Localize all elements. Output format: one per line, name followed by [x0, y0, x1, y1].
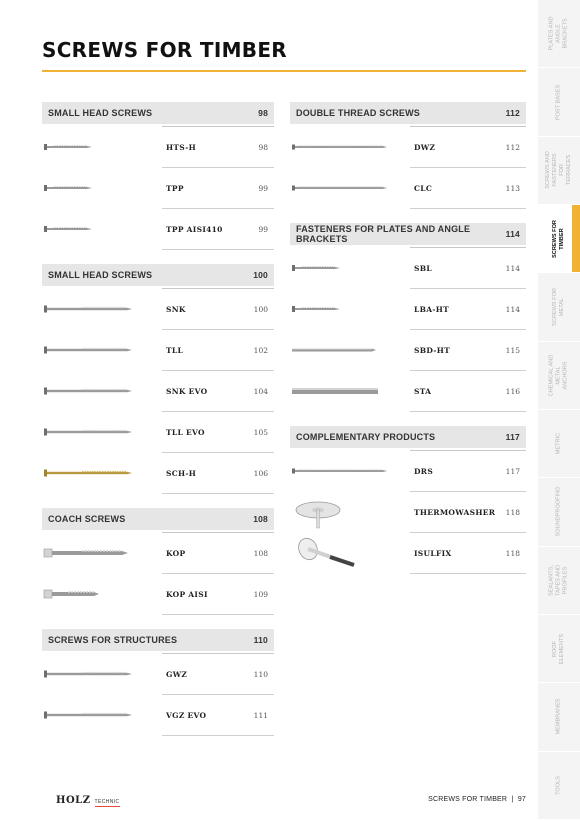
product-row-sta — [290, 371, 526, 412]
product-page: 100 — [253, 304, 268, 314]
screw-long-gold-icon — [42, 453, 152, 493]
screw-xlong-icon — [290, 168, 400, 208]
product-name: DRS — [414, 466, 434, 476]
section-title: COMPLEMENTARY PRODUCTS — [296, 432, 436, 442]
chapter-tab-label: MEMBRANES — [555, 698, 562, 735]
product-row-hts-h — [42, 127, 274, 168]
row-divider — [162, 249, 274, 250]
insulation-anchor-icon — [290, 533, 400, 573]
section-gap — [42, 615, 274, 629]
washer-icon — [290, 492, 400, 532]
chapter-tab-label: SCREWS FOR TIMBER — [552, 219, 565, 258]
row-divider — [410, 411, 526, 412]
product-name: STA — [414, 386, 432, 396]
chapter-sidebar — [538, 0, 580, 820]
coach-screw-icon — [42, 533, 152, 573]
chapter-tab-plates-and-angle-brackets[interactable] — [538, 0, 580, 68]
product-name: THERMOWASHER — [414, 507, 496, 517]
chapter-tab-post-bases[interactable] — [538, 68, 580, 136]
chapter-tab-label: METRIC — [555, 432, 562, 455]
product-name: SBD-HT — [414, 345, 450, 355]
chapter-tab-label: TOOLS — [555, 775, 562, 795]
product-row-snk-evo — [42, 371, 274, 412]
product-name: ISULFIX — [414, 548, 452, 558]
product-row-tpp-aisi410 — [42, 209, 274, 250]
section-title: FASTENERS FOR PLATES AND ANGLE BRACKETS — [296, 224, 471, 244]
product-name: TPP — [166, 183, 184, 193]
product-row-sbl — [290, 248, 526, 289]
product-row-clc — [290, 168, 526, 209]
chapter-tab-sealants-tapes-and-profiles[interactable] — [538, 547, 580, 615]
row-divider — [410, 208, 526, 209]
product-name: GWZ — [166, 669, 188, 679]
screw-short-icon — [290, 289, 400, 329]
product-page: 109 — [253, 589, 268, 599]
section-header-coach-screws — [42, 508, 274, 530]
product-page: 115 — [505, 345, 520, 355]
row-divider — [162, 735, 274, 736]
product-page: 114 — [505, 263, 520, 273]
footer-page-number: 97 — [517, 796, 526, 803]
product-page: 111 — [253, 710, 268, 720]
section-page: 110 — [253, 635, 268, 645]
screw-long-icon — [42, 412, 152, 452]
product-row-snk — [42, 289, 274, 330]
product-row-kop-aisi — [42, 574, 274, 615]
chapter-tab-chemical-and-metal-anchors[interactable] — [538, 342, 580, 410]
screw-short-icon — [42, 127, 152, 167]
product-page: 118 — [505, 507, 520, 517]
section-page: 98 — [258, 108, 268, 118]
product-row-dwz — [290, 127, 526, 168]
product-page: 102 — [253, 345, 268, 355]
footer-logo — [56, 795, 120, 807]
chapter-tab-label: SEALANTS, TAPES AND PROFILES — [548, 564, 569, 596]
screw-long-icon — [42, 654, 152, 694]
product-row-sbd-ht — [290, 330, 526, 371]
chapter-tab-label: POST BASES — [555, 84, 562, 120]
product-name: KOP — [166, 548, 186, 558]
brand-name: HOLZ — [56, 795, 91, 806]
chapter-tab-label: SOUNDPROOFING — [555, 486, 562, 537]
product-page: 112 — [505, 142, 520, 152]
section-page: 112 — [505, 108, 520, 118]
product-page: 108 — [253, 548, 268, 558]
screw-short-icon — [42, 209, 152, 249]
product-name: SCH-H — [166, 468, 197, 478]
page-title: SCREWS FOR TIMBER — [42, 38, 287, 62]
product-page: 105 — [253, 427, 268, 437]
chapter-tab-soundproofing[interactable] — [538, 478, 580, 546]
product-name: CLC — [414, 183, 433, 193]
section-header-screws-for-structures — [42, 629, 274, 651]
section-gap — [42, 250, 274, 264]
coach-screw-short-icon — [42, 574, 152, 614]
product-page: 118 — [505, 548, 520, 558]
product-row-sch-h — [42, 453, 274, 494]
product-row-isulfix — [290, 533, 526, 574]
screw-xlong-icon — [290, 451, 400, 491]
product-name: VGZ EVO — [166, 710, 207, 720]
product-page: 104 — [253, 386, 268, 396]
product-name: SNK — [166, 304, 186, 314]
screw-long-icon — [42, 330, 152, 370]
section-header-complementary-products — [290, 426, 526, 448]
section-gap — [290, 209, 526, 223]
chapter-tab-label: PLATES AND ANGLE BRACKETS — [548, 16, 569, 51]
screw-long-icon — [42, 289, 152, 329]
chapter-tab-label: SCREWS FOR METAL — [552, 288, 565, 326]
title-rule — [42, 70, 526, 72]
row-divider — [162, 614, 274, 615]
brand-sub: TECHNIC — [94, 799, 120, 805]
section-gap — [42, 494, 274, 508]
product-name: SNK EVO — [166, 386, 208, 396]
product-row-kop — [42, 533, 274, 574]
left-column — [42, 102, 274, 736]
footer-section: SCREWS FOR TIMBER — [428, 796, 508, 803]
section-header-small-head-screws — [42, 264, 274, 286]
product-name: TLL EVO — [166, 427, 205, 437]
product-page: 117 — [505, 466, 520, 476]
chapter-tab-tools[interactable] — [538, 752, 580, 820]
product-name: TPP AISI410 — [166, 224, 223, 234]
section-page: 108 — [253, 514, 268, 524]
section-header-small-head-screws — [42, 102, 274, 124]
product-page: 106 — [253, 468, 268, 478]
chapter-tab-screws-and-fasteners-for-terraces[interactable] — [538, 137, 580, 205]
section-title: SCREWS FOR STRUCTURES — [48, 635, 178, 645]
product-name: DWZ — [414, 142, 436, 152]
product-page: 114 — [505, 304, 520, 314]
product-row-tll-evo — [42, 412, 274, 453]
chapter-tab-membranes[interactable] — [538, 683, 580, 751]
product-page: 99 — [258, 183, 268, 193]
dowel-icon — [290, 330, 400, 370]
chapter-tab-roof-elements[interactable] — [538, 615, 580, 683]
chapter-tab-screws-for-timber[interactable] — [538, 205, 580, 273]
screw-short-icon — [42, 168, 152, 208]
chapter-tab-label: ROOF ELEMENTS — [552, 633, 565, 664]
product-row-tll — [42, 330, 274, 371]
section-header-fasteners-for-plates-and-angle-brackets — [290, 223, 526, 245]
product-page: 113 — [505, 183, 520, 193]
screw-long-icon — [42, 371, 152, 411]
section-title: SMALL HEAD SCREWS — [48, 270, 153, 280]
section-title: DOUBLE THREAD SCREWS — [296, 108, 421, 118]
section-title: COACH SCREWS — [48, 514, 126, 524]
chapter-tab-screws-for-metal[interactable] — [538, 273, 580, 341]
product-page: 110 — [253, 669, 268, 679]
rod-icon — [290, 371, 400, 411]
product-name: HTS-H — [166, 142, 197, 152]
footer-separator: | — [509, 796, 516, 803]
footer-page-label — [428, 796, 526, 803]
product-name: KOP AISI — [166, 589, 208, 599]
screw-short-icon — [290, 248, 400, 288]
product-name: LBA-HT — [414, 304, 450, 314]
product-name: TLL — [166, 345, 184, 355]
row-divider — [410, 573, 526, 574]
section-header-double-thread-screws — [290, 102, 526, 124]
product-page: 116 — [505, 386, 520, 396]
product-row-gwz — [42, 654, 274, 695]
chapter-tab-metric[interactable] — [538, 410, 580, 478]
product-row-lba-ht — [290, 289, 526, 330]
chapter-tab-label: CHEMICAL AND METAL ANCHORS — [548, 354, 569, 397]
right-column — [290, 102, 526, 574]
product-page: 98 — [258, 142, 268, 152]
screw-xlong-icon — [290, 127, 400, 167]
product-page: 99 — [258, 224, 268, 234]
product-name: SBL — [414, 263, 432, 273]
section-gap — [290, 412, 526, 426]
product-row-drs — [290, 451, 526, 492]
section-page: 114 — [505, 229, 520, 239]
product-row-vgz-evo — [42, 695, 274, 736]
section-page: 117 — [505, 432, 520, 442]
chapter-tab-label: SCREWS AND FASTENERS FOR TERRACES — [545, 151, 572, 190]
product-row-thermowasher — [290, 492, 526, 533]
product-row-tpp — [42, 168, 274, 209]
section-page: 100 — [253, 270, 268, 280]
row-divider — [162, 493, 274, 494]
section-title: SMALL HEAD SCREWS — [48, 108, 153, 118]
screw-long-icon — [42, 695, 152, 735]
